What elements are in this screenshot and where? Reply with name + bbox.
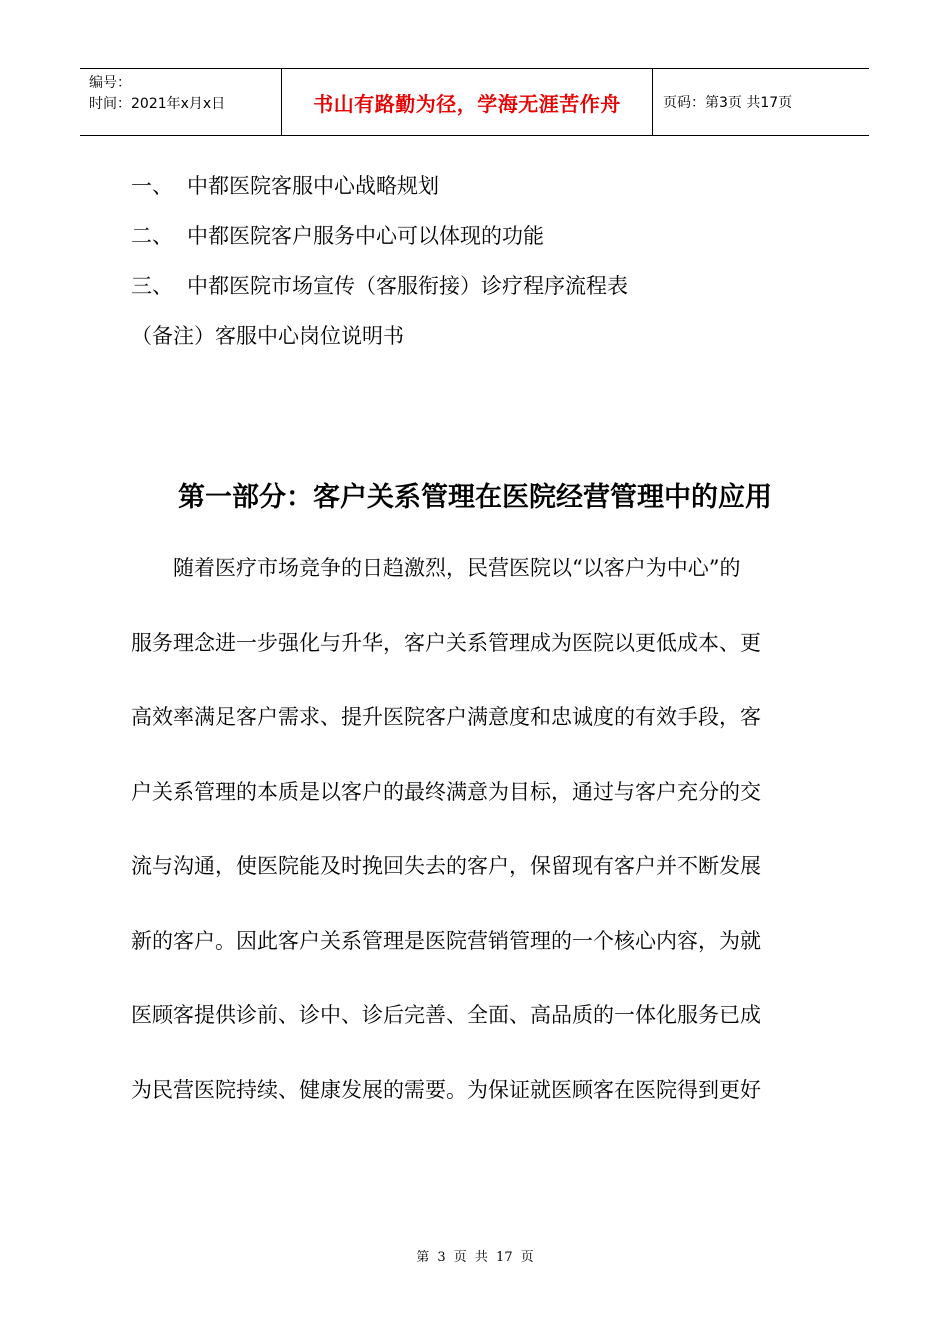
toc-text: 中都医院客户服务中心可以体现的功能 (187, 224, 544, 248)
body-line: 随着医疗市场竞争的日趋激烈，民营医院以“以客户为中心”的 (173, 556, 741, 580)
body-line: 流与沟通，使医院能及时挽回失去的客户，保留现有客户并不断发展 (131, 854, 761, 878)
toc-number: 二、 (131, 224, 173, 248)
body-line: 医顾客提供诊前、诊中、诊后完善、全面、高品质的一体化服务已成 (131, 1003, 761, 1027)
header-meta (80, 69, 282, 135)
page-header (80, 68, 869, 136)
page-footer: 第 3 页 共 17 页 (416, 1250, 534, 1265)
body-line: 服务理念进一步强化与升华，客户关系管理成为医院以更低成本、更 (131, 630, 761, 655)
header-motto: 书山有路勤为径，学海无涯苦作舟 (282, 69, 653, 135)
body-line: 新的客户。因此客户关系管理是医院营销管理的一个核心内容，为就 (131, 928, 761, 953)
section-title: 第一部分：客户关系管理在医院经营管理中的应用 (178, 482, 772, 513)
toc-text: 中都医院市场宣传（客服衔接）诊疗程序流程表 (187, 274, 628, 298)
body-line: 户关系管理的本质是以客户的最终满意为目标，通过与客户充分的交 (131, 779, 761, 804)
body-line: 为民营医院持续、健康发展的需要。为保证就医顾客在医院得到更好 (131, 1077, 761, 1102)
toc-item (131, 218, 628, 268)
table-of-contents (131, 168, 628, 368)
time-label: 时间：2021年x月x日 (89, 96, 226, 112)
number-label: 编号： (89, 75, 131, 91)
toc-item (131, 268, 628, 318)
body-line: 高效率满足客户需求、提升医院客户满意度和忠诚度的有效手段，客 (131, 705, 761, 729)
toc-item (131, 168, 628, 218)
toc-number: 三、 (131, 274, 173, 298)
body-paragraph (131, 548, 803, 1144)
toc-text: 中都医院客服中心战略规划 (187, 174, 439, 198)
toc-note: （备注）客服中心岗位说明书 (131, 324, 404, 348)
header-page-info: 页码：第3页 共17页 (663, 95, 793, 111)
toc-number: 一、 (131, 174, 173, 198)
